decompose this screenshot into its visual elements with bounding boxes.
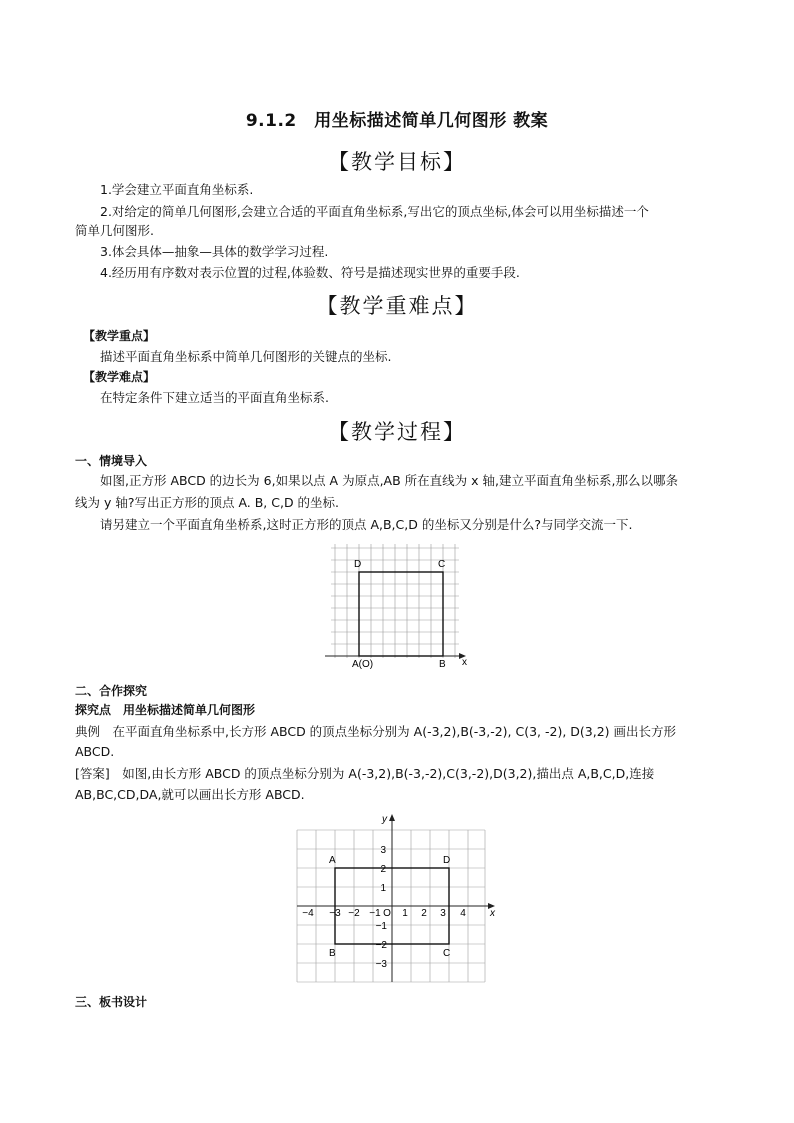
explore-label: 探究点 用坐标描述简单几何图形 [75, 703, 256, 717]
part1-paragraph-1a: 如图,正方形 ABCD 的边长为 6,如果以点 A 为原点,AB 所在直线为 x 轴,建立平面直角坐标系,那么以哪条 [100, 473, 678, 488]
x-tick-label: −3 [329, 908, 341, 919]
example-text-a: 典例 在平面直角坐标系中,长方形 ABCD 的顶点坐标分别为 A(-3,2),B(-3,-2), C(3, -2), D(3,2) 画出长方形 [75, 724, 677, 739]
y-axis-label: y [382, 814, 387, 825]
part1-title: 一、情境导入 [75, 454, 148, 468]
point-label-a: A(O) [352, 659, 374, 670]
y-tick-label: 2 [380, 864, 386, 875]
x-tick-label: 1 [402, 908, 408, 919]
part2-title: 二、合作探究 [75, 684, 148, 698]
figure-square-grid [323, 540, 473, 670]
x-axis-label: x [462, 657, 467, 668]
answer-text-a: [答案] 如图,由长方形 ABCD 的顶点坐标分别为 A(-3,2),B(-3,-2),C(3,-2),D(3,2),描出点 A,B,C,D,连接 [75, 766, 655, 781]
difficulty-label: 【教学难点】 [83, 370, 156, 384]
section-heading-keypoints: 【教学重难点】 [316, 294, 478, 318]
goal-item-4: 4.经历用有序数对表示位置的过程,体验数、符号是描述现实世界的重要手段. [100, 265, 520, 280]
part3-title: 三、板书设计 [75, 995, 148, 1009]
point-label-b: B [329, 948, 336, 959]
y-tick-label: −2 [375, 940, 387, 951]
page-title: 9.1.2 用坐标描述简单几何图形 教案 [245, 111, 549, 131]
answer-text-b: AB,BC,CD,DA,就可以画出长方形 ABCD. [75, 787, 305, 802]
goal-item-1: 1.学会建立平面直角坐标系. [100, 182, 254, 197]
difficulty-text: 在特定条件下建立适当的平面直角坐标系. [100, 390, 329, 405]
point-label-b: B [439, 659, 446, 670]
section-heading-goals: 【教学目标】 [328, 150, 466, 174]
x-tick-label: −4 [302, 908, 314, 919]
focus-label: 【教学重点】 [83, 329, 156, 343]
y-tick-label: 3 [380, 845, 386, 856]
point-label-d: D [443, 855, 451, 866]
point-label-c: C [438, 559, 446, 570]
focus-text: 描述平面直角坐标系中简单几何图形的关键点的坐标. [100, 349, 392, 364]
goal-item-3: 3.体会具体—抽象—具体的数学学习过程. [100, 244, 329, 259]
point-label-c: C [443, 948, 451, 959]
figure-rectangle-coordinate-plane [295, 810, 505, 986]
origin-label: O [383, 908, 391, 919]
x-tick-label: −1 [369, 908, 381, 919]
point-label-a: A [329, 855, 336, 866]
part1-paragraph-2: 请另建立一个平面直角坐桥系,这时正方形的顶点 A,B,C,D 的坐标又分别是什么?与同学交流一下. [100, 517, 633, 532]
part1-paragraph-1b: 线为 y 轴?写出正方形的顶点 A. B, C,D 的坐标. [75, 495, 340, 510]
x-tick-label: 3 [440, 908, 446, 919]
example-text-b: ABCD. [75, 744, 115, 759]
y-tick-label: −3 [375, 959, 387, 970]
goal-item-2: 2.对给定的简单几何图形,会建立合适的平面直角坐标系,写出它的顶点坐标,体会可以用坐标描述一个 [100, 204, 649, 219]
y-tick-label: −1 [375, 921, 387, 932]
point-label-d: D [354, 559, 362, 570]
y-tick-label: 1 [380, 883, 386, 894]
y-axis-arrow [389, 814, 395, 821]
square-abcd [359, 572, 443, 656]
x-tick-label: 2 [421, 908, 427, 919]
section-heading-process: 【教学过程】 [328, 420, 466, 444]
x-tick-label: 4 [460, 908, 466, 919]
x-tick-label: −2 [348, 908, 360, 919]
x-axis-label: x [490, 908, 495, 919]
goal-item-2-cont: 简单几何图形. [75, 223, 154, 238]
